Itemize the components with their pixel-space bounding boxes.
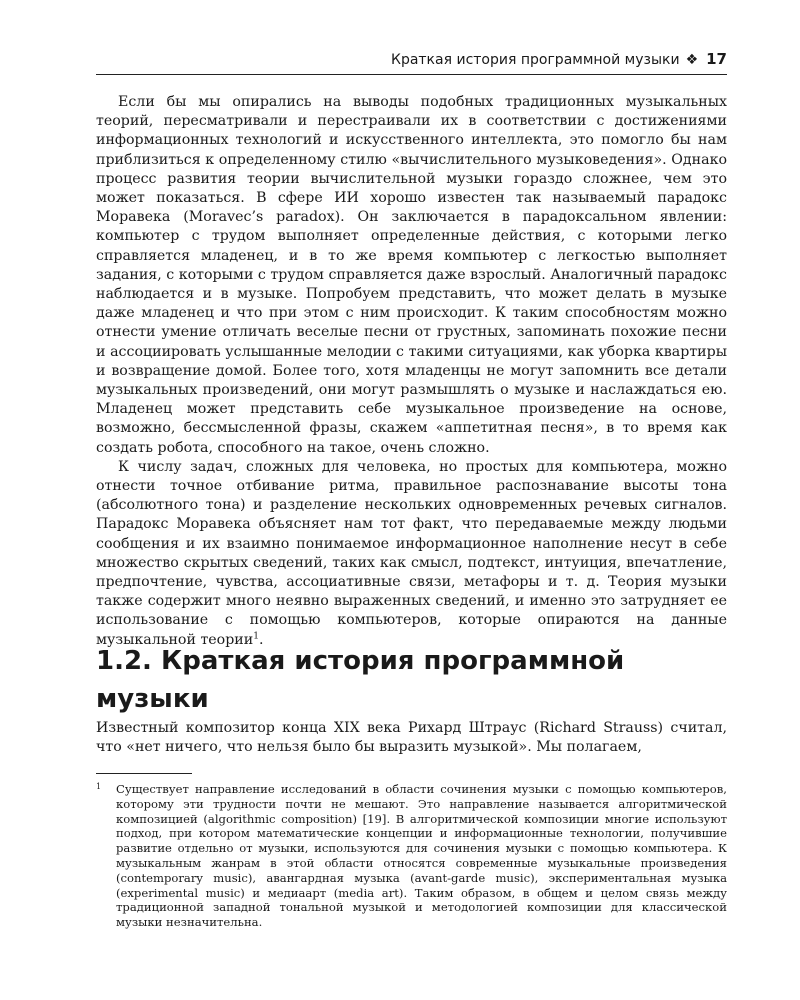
paragraph-2-text: К числу задач, сложных для человека, но простых для компьютера, можно отнести точное отбивание ритма, правильное распознавание высоты тона (абсолютного тона) и разделение нескольких одновременных речевых сигналов. Парадокс Моравека объясняет нам тот факт, что передаваемые между людьми сообщения и их взаимно понимаемое информационное наполнение несут в себе множество скрытых сведений, таких как смысл, подтекст, интуиция, впечатление, предпочтение, чувства, ассоциативные связи, метафоры и т. д. Теория музыки также содержит много неявно выраженных сведений, и именно это затрудняет ее использование с помощью компьютеров, которые опираются на данные музыкальной теории [96,458,727,648]
ornament-icon: ❖ [685,52,699,68]
page-number: 17 [706,50,727,68]
main-text [96,93,727,650]
section-intro-paragraph: Известный композитор конца XIX века Рихард Штраус (Richard Strauss) считал, что «нет ничего, что нельзя было бы выразить музыкой». Мы полагаем, [96,720,727,756]
paragraph-2-end: . [258,631,264,648]
footnote-mark: 1 [96,782,102,791]
section-heading: 1.2. Краткая история программной музыки [96,646,625,714]
footnote-divider [96,773,192,774]
running-header [96,44,727,75]
footnote-reference[interactable]: 1 [253,630,259,641]
footnote [96,782,727,930]
running-title: Краткая история программной музыки [391,52,680,68]
paragraph-2 [96,458,727,650]
paragraph-1: Если бы мы опирались на выводы подобных традиционных музыкальных теорий, пересматривали и перестраивали их в соответствии с достижениями информационных технологий и искусственного интеллекта, это помогло бы нам приблизиться к определенному стилю «вычислительного музыковедения». Однако процесс развития теории вычислительной музыки гораздо сложнее, чем это может показаться. В сфере ИИ хорошо известен так называемый парадокс Моравека (Moravec’s paradox). Он заключается в парадоксальном явлении: компьютер с трудом выполняет определенные действия, с которыми легко справляется младенец, и в то же время компьютер с легкостью выполняет задания, с которыми с трудом справляется даже взрослый. Аналогичный парадокс наблюдается и в музыке. Попробуем представить, что может делать в музыке даже младенец и что при этом с ним происходит. К таким способностям можно отнести умение отличать веселые песни от грустных, запоминать похожие песни и ассоциировать услышанные мелодии с такими ситуациями, как уборка квартиры и возвращение домой. Более того, хотя младенцы не могут запомнить все детали музыкальных произведений, они могут размышлять о музыке и наслаждаться ею. Младенец может представить себе музыкальное произведение на основе, возможно, бессмысленной фразы, скажем «аппетитная песня», в то время как создать робота, способного на такое, очень сложно. [96,94,727,456]
footnote-text: Существует направление исследований в области сочинения музыки с помощью компьютеров, которому эти трудности почти не мешают. Это направление называется алгоритмической композицией (algorithmic composition) [19]. В алгоритмической композиции многие используют подход, при котором математические концепции и информационные технологии, получившие развитие отдельно от музыки, используются для сочинения музыки с помощью компьютера. К музыкальным жанрам в этой области относятся современные музыкальные произведения (contemporary music), авангардная музыка (avant-garde music), экспериментальная музыка (experimental music) и медиаарт (media art). Таким образом, в общем и целом связь между традиционной западной тональной музыкой и методологией композиции для классической музыки незначительна. [116,782,727,930]
